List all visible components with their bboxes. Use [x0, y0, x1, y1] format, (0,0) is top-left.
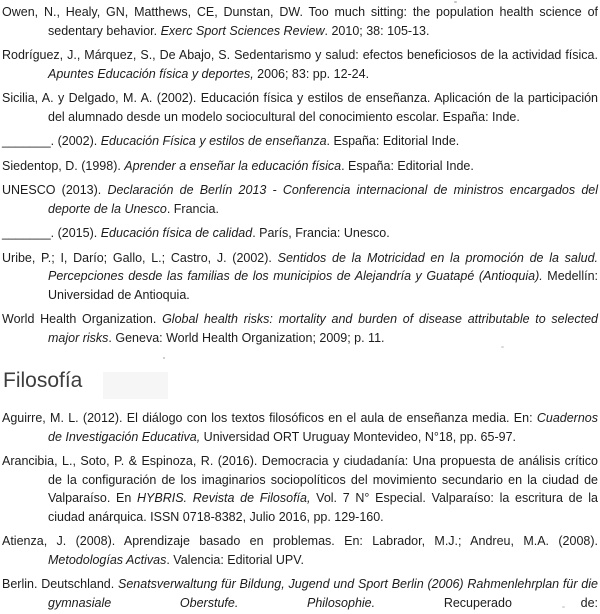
- citation-text: . Valencia: Editorial UPV.: [166, 552, 304, 567]
- work-title-italic: HYBRIS. Revista de Filosofía,: [137, 491, 311, 505]
- reference-list-general: [2, 3, 598, 347]
- citation-text: . París, Francia: Unesco.: [252, 226, 390, 240]
- ref-atienza-2008: [2, 532, 598, 569]
- ref-rodriguez-2006: [2, 46, 598, 83]
- ref-berlin-2006: [2, 575, 598, 612]
- citation-text: . 2010; 38: 105-13.: [324, 23, 430, 38]
- citation-text: . Geneva: World Health Organization; 2009; p. 11.: [108, 330, 385, 345]
- work-title-italic: Aprender a enseñar la educación física: [124, 158, 342, 173]
- citation-text: . Francia.: [166, 201, 219, 216]
- citation-text: Recuperado de:: [375, 595, 598, 610]
- section-heading-filosofia: Filosofía: [3, 369, 83, 392]
- citation-text: 2006; 83: pp. 12-24.: [253, 66, 370, 81]
- work-title-italic: Sentidos de la Motricidad en la promoción de la salud. Percepciones desde las familias de los municipios de Alejandría y Guatapé (Antioquia).: [48, 250, 598, 283]
- work-title-italic: Exerc Sport Sciences Review: [160, 23, 325, 38]
- citation-text: UNESCO (2013).: [2, 183, 108, 197]
- work-title-italic: Senatsverwaltung für Bildung, Jugend und Sport Berlin (2006) Rahmenlehrplan für die gymnasiale Oberstufe. Philosophie.: [48, 577, 598, 610]
- citation-text: Vol. 7 N° Especial. Valparaíso: la escritura de la ciudad anárquica. ISSN 0718-8382, Julio 2016, pp. 129-160.: [48, 491, 598, 524]
- ref-who-2009: [2, 310, 598, 347]
- work-title-italic: Global health risks: mortality and burden of disease attributable to selected major risks: [48, 312, 598, 345]
- work-title-italic: Cuadernos de Investigación Educativa,: [48, 411, 598, 444]
- ref-siedentop-1998: [2, 157, 598, 176]
- work-title-italic: Educación Física y estilos de enseñanza: [100, 134, 327, 148]
- work-title-italic: Metodologías Activas: [48, 552, 167, 567]
- citation-text: . España: Editorial Inde.: [341, 158, 474, 173]
- citation-text: Universidad ORT Uruguay Montevideo, N°18, pp. 65-97.: [200, 429, 517, 444]
- citation-text: Uribe, P.; I, Darío; Gallo, L.; Castro, J. (2002).: [2, 250, 278, 265]
- work-title-italic: Educación física de calidad: [100, 226, 253, 240]
- ref-unesco-2015: [2, 224, 598, 243]
- citation-text: _______. (2015).: [2, 226, 101, 240]
- citation-text: World Health Organization.: [2, 312, 163, 326]
- ref-sicilia-delgado-2002: [2, 89, 598, 126]
- scan-artifact-dot: [454, 1, 457, 3]
- scan-artifact-dot: [501, 346, 504, 348]
- citation-text: Medellín: Universidad de Antioquia.: [48, 269, 598, 302]
- scan-artifact-dot: [163, 357, 165, 359]
- citation-text: Sicilia, A. y Delgado, M. A. (2002). Educación física y estilos de enseñanza. Aplicación de la participación del alumnado desde un modelo sociocultural del conocimiento escolar. España: Inde.: [2, 91, 598, 124]
- citation-text: Berlin. Deutschland.: [2, 577, 118, 591]
- work-title-italic: Apuntes Educación física y deportes,: [48, 66, 254, 81]
- ref-uribe-2002: [2, 249, 598, 305]
- reference-list-filosofia: [2, 409, 598, 612]
- citation-text: Atienza, J. (2008). Aprendizaje basado en problemas. En: Labrador, M.J.; Andreu, M.A. (2008).: [2, 534, 598, 548]
- ref-unesco-2013: [2, 181, 598, 218]
- citation-text: Rodríguez, J., Márquez, S., De Abajo, S. Sedentarismo y salud: efectos beneficiosos de la actividad física.: [2, 48, 598, 62]
- citation-text: Siedentop, D. (1998).: [2, 158, 125, 173]
- ref-aguirre-2012: [2, 409, 598, 446]
- citation-text: Arancibia, L., Soto, P. & Espinoza, R. (2016). Democracia y ciudadanía: Una propuesta de análisis crítico de la configuración de los imaginarios sociopolíticos del movimiento secundario en la ciudad de Valparaíso. En: [2, 454, 598, 505]
- citation-text: Owen, N., Healy, GN, Matthews, CE, Dunstan, DW. Too much sitting: the population health science of sedentary behavior.: [2, 5, 598, 38]
- citation-text: _______. (2002).: [2, 134, 101, 148]
- ref-owen-2010: [2, 3, 598, 40]
- ref-arancibia-2016: [2, 452, 598, 526]
- citation-text: . España: Editorial Inde.: [326, 134, 460, 148]
- citation-text: Aguirre, M. L. (2012). El diálogo con los textos filosóficos en el aula de enseñanza media. En:: [2, 411, 537, 425]
- ref-sicilia-2002b: [2, 132, 598, 151]
- work-title-italic: Declaración de Berlín 2013 - Conferencia internacional de ministros encargados del deporte de la Unesco: [48, 183, 598, 216]
- scan-artifact-dot: [562, 606, 565, 608]
